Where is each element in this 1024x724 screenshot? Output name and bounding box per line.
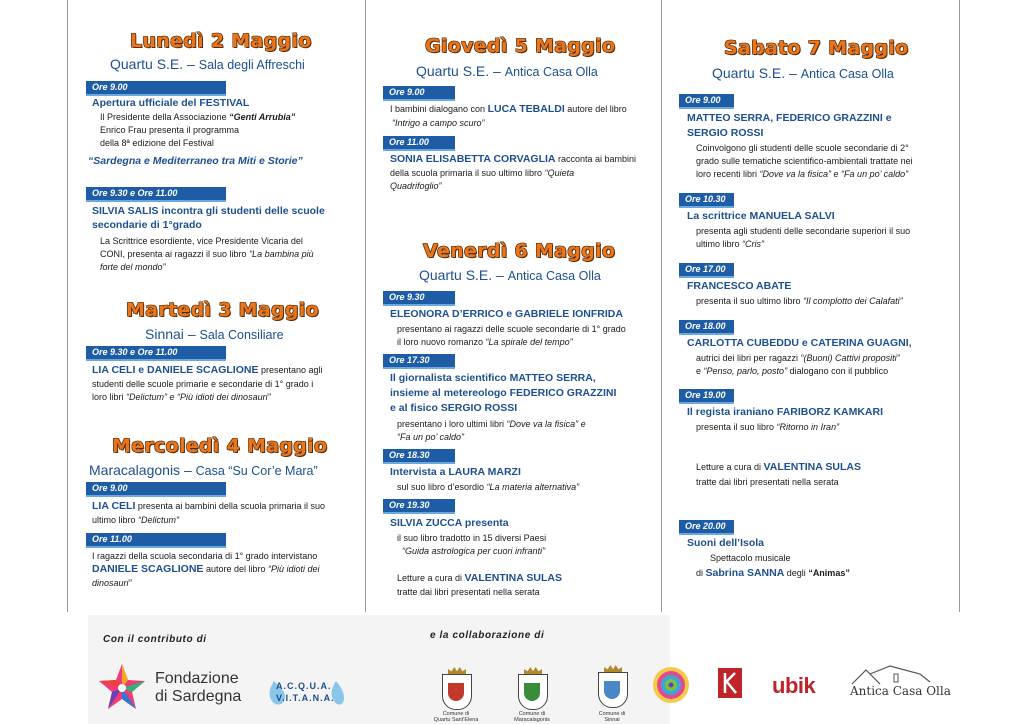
fondazione-name-2: di Sardegna [155,688,242,705]
venue-thursday [416,63,598,79]
event-heading: MATTEO SERRA, FEDERICO GRAZZINI e [687,112,892,124]
author-names: LIA CELI e DANIELE SCAGLIONE [92,364,259,376]
time-badge: Ore 10.30 [679,193,734,208]
text-span: presentano agli [258,365,323,375]
text-span: I bambini dialogano con [390,104,488,114]
event-heading: Suoni dell’Isola [687,537,765,549]
venue-dash: – [183,462,196,478]
event-heading: FRANCESCO ABATE [687,280,792,292]
event-text [397,336,573,348]
text-span: della scuola primaria il suo ultimo libro [390,168,545,178]
day-title-saturday: Sabato 7 Maggio [724,37,909,59]
text-italic: “Quieta [544,168,575,178]
text-italic: “Cris” [742,239,765,249]
event-text: I ragazzi della scuola secondaria di 1° grado intervistano [92,551,318,561]
time-badge: Ore 17.30 [383,354,455,369]
house-outline-icon [850,664,932,686]
text-span: dialogano con il pubblico [787,366,889,376]
caption-line: Quartu Sant'Elena [433,717,479,723]
venue-friday [419,267,601,283]
olla-name: Antica Casa Olla [850,684,951,698]
fondazione-sardegna-logo [96,662,148,714]
event-heading: insieme al metereologo FEDERICO GRAZZINI [390,387,617,399]
time-badge: Ore 20.00 [679,520,734,535]
caption-line: Comune di [598,711,626,717]
event-text: tratte dai libri presentati nella serata [397,587,540,597]
day-title-tuesday: Martedì 3 Maggio [126,299,319,321]
event-text: Spettacolo musicale [710,553,791,563]
venue-wednesday [89,462,318,478]
text-span: loro libri [92,392,127,402]
spiral-icon [652,666,690,704]
column-divider-2 [661,0,662,612]
event-heading: ELEONORA D’ERRICO e GABRIELE IONFRIDA [390,308,623,320]
time-badge: Ore 9.30 [383,291,455,306]
event-text: Coinvolgono gli studenti delle scuole secondarie di 2° [696,143,909,153]
venue-dash: – [187,56,199,72]
fondazione-name-1: Fondazione [155,670,239,687]
time-badge: Ore 9.30 e Ore 11.00 [86,346,226,361]
event-text [696,365,888,377]
event-text [92,500,325,512]
text-span: il loro nuovo romanzo [397,337,486,347]
venue-room: Antica Casa Olla [507,269,601,283]
event-heading: secondarie di 1°grado [92,219,202,231]
time-badge: Ore 9.00 [86,81,226,96]
time-badge: Ore 9.00 [86,482,226,497]
event-text [92,391,271,403]
event-heading: Il giornalista scientifico MATTEO SERRA, [390,372,596,384]
event-text: grado sulle tematiche scientifico-ambientali trattate nei [696,156,913,166]
event-heading: La scrittrice MANUELA SALVI [687,210,835,222]
crest-field [448,683,464,701]
event-text [696,421,839,433]
venue-saturday [712,65,894,81]
crest-shield-icon [442,674,472,710]
book-k-icon [718,668,742,698]
event-text [390,153,636,165]
caption-line: Comune di [518,711,546,717]
text-span: presenta il suo libro [696,422,777,432]
event-heading: Intervista a LAURA MARZI [390,466,521,478]
venue-place: Quartu S.E. [712,65,786,81]
event-text [92,364,323,376]
text-bold: “Animas” [808,568,850,578]
event-text [696,461,861,473]
venue-place: Quartu S.E. [419,267,493,283]
venue-place: Sinnai [145,326,184,342]
crown-icon [604,665,622,672]
quartu-crest [433,666,479,723]
event-text: “Intrigo a campo scuro” [392,118,485,128]
text-span: sul suo libro d’esordio [397,482,487,492]
event-text: Quadrifoglio” [390,181,442,191]
text-italic: “Penso, parlo, posto” [703,366,788,376]
venue-place: Quartu S.E. [416,63,490,79]
crown-icon [448,667,466,674]
event-heading: e al fisico SERGIO ROSSI [390,402,518,414]
text-span: degli [784,568,809,578]
text-italic: “Delictum” [138,515,180,525]
crest-field [604,681,620,699]
text-span: autrici dei libri per ragazzi [696,353,801,363]
text-span: Letture a cura di [696,462,764,472]
event-text [100,248,314,260]
text-italic: “Dove va la fisica” e [506,419,586,429]
text-span: presentano i loro ultimi libri [397,419,507,429]
text-span: Letture a cura di [397,573,465,583]
event-text: della 8ª edizione del Festival [100,138,214,148]
crest-shield-icon [598,672,628,708]
text-italic: “Ritorno in Iran” [776,422,840,432]
event-heading: Apertura ufficiale del FESTIVAL [92,97,250,109]
spiral-logo [652,666,690,704]
author-names: LUCA TEBALDI [487,103,565,115]
venue-dash: – [496,267,508,283]
star-logo-icon [96,662,148,714]
event-text [92,563,320,575]
column-divider-1 [365,0,366,612]
text-italic: “Più idioti dei [267,564,320,574]
day-title-monday: Lunedì 2 Maggio [130,30,312,52]
text-italic: “La bambina più [249,249,314,259]
text-span: CONI, presenta ai ragazzi il suo libro [100,249,250,259]
day-title-friday: Venerdì 6 Maggio [423,240,616,262]
event-text: presenta agli studenti delle secondarie superiori il suo [696,226,911,236]
venue-place: Quartu S.E. [110,56,184,72]
time-badge: Ore 11.00 [86,533,226,548]
event-text [696,238,764,250]
text-italic: “Delictum” e “Più idioti dei dinosauri” [126,392,271,402]
collaboration-caption: e la collaborazione di [430,630,545,641]
venue-place: Maracalagonis [89,462,181,478]
text-span: di [696,568,706,578]
caption-line: Maracalagonis [514,717,550,723]
maracalagonis-crest [512,666,552,722]
event-text [390,103,627,115]
author-names: DANIELE SCAGLIONE [92,563,204,575]
event-text [100,111,295,123]
crest-caption [502,711,562,723]
crest-shield-icon [518,674,548,710]
time-badge: Ore 9.00 [679,94,734,109]
event-heading: Il regista iraniano FARIBORZ KAMKARI [687,406,884,418]
time-badge: Ore 17.00 [679,263,734,278]
event-text: dinosauri” [92,578,132,588]
festival-theme-quote: “Sardegna e Mediterraneo tra Miti e Storie” [88,155,303,167]
text-span: ultimo libro [92,515,139,525]
baskerville-logo [718,668,742,698]
venue-tuesday [145,326,284,342]
text-italic: “(Buoni) Cattivi propositi” [800,353,900,363]
author-names: SONIA ELISABETTA CORVAGLIA [390,153,556,165]
text-span: racconta ai bambini [555,154,637,164]
venue-room: Antica Casa Olla [800,67,894,81]
text-span: Il Presidente della Associazione [100,112,230,122]
author-names: VALENTINA SULAS [763,461,861,473]
caption-line: Comune di [442,711,470,717]
text-span: ultimo libro [696,239,743,249]
day-title-thursday: Giovedì 5 Maggio [425,35,616,57]
text-italic: “Genti Arrubia” [229,112,296,122]
acqua-text: A.C.Q.U.A. [276,681,332,691]
text-italic: “Il complotto dei Calafati” [803,296,903,306]
event-text [696,295,903,307]
event-text [696,168,908,180]
time-badge: Ore 9.00 [383,86,455,101]
crest-caption [582,711,642,723]
venue-room: Sala degli Affreschi [198,58,305,72]
column-divider-right [959,0,960,612]
author-names: VALENTINA SULAS [464,572,562,584]
caption-line: Sinnai [604,717,620,723]
event-text: forte del mondo” [100,262,166,272]
event-text [696,567,850,579]
event-text [397,481,579,493]
crest-field [524,683,540,701]
time-badge: Ore 18.30 [383,449,455,464]
acqua-vitana-logo [266,677,344,711]
venue-monday [110,56,305,72]
text-span: presenta il suo ultimo libro [696,296,804,306]
text-span: presenta ai bambini della scuola primaria il suo [135,501,325,511]
vitana-text: V.I.T.A.N.A. [276,693,335,703]
antica-casa-olla-logo [850,664,951,704]
venue-dash: – [187,326,200,342]
venue-dash: – [789,65,801,81]
day-title-wednesday: Mercoledì 4 Maggio [112,435,328,457]
time-badge: Ore 19.30 [383,499,455,514]
event-text [92,514,179,526]
event-text: “Guida astrologica per cuori infranti” [402,546,546,556]
text-italic: “La spirale del tempo” [485,337,573,347]
event-text: il suo libro tradotto in 15 diversi Paesi [397,533,547,543]
event-text: La Scrittrice esordiente, vice Presidente Vicaria del [100,236,303,246]
event-text: studenti delle scuole primarie e secondarie di 1° grado i [92,379,314,389]
text-span: loro recenti libri [696,169,760,179]
event-text [397,572,562,584]
time-badge: Ore 11.00 [383,136,455,151]
text-italic: “Dove va la fisica” e “Fa un po’ caldo” [759,169,909,179]
contribution-caption: Con il contributo di [103,634,207,645]
event-heading: SILVIA ZUCCA presenta [390,517,509,529]
venue-room: Sala Consiliare [199,328,284,342]
event-heading: CARLOTTA CUBEDDU e CATERINA GUAGNI, [687,337,912,349]
event-text: presentano ai ragazzi delle scuole secondarie di 1° grado [397,324,626,334]
text-span: e [696,366,704,376]
event-text: “Fa un po’ caldo” [397,432,465,442]
author-names: LIA CELI [92,500,136,512]
crown-icon [524,667,542,674]
time-badge: Ore 18.00 [679,320,734,335]
event-heading: SERGIO ROSSI [687,127,764,139]
event-text: tratte dai libri presentati nella serata [696,477,839,487]
venue-room: Casa “Su Cor’e Mara” [195,464,318,478]
text-span: autore del libro [203,564,268,574]
event-text [390,167,574,179]
venue-room: Antica Casa Olla [504,65,598,79]
sinnai-crest [592,664,632,722]
text-italic: “La materia alternativa” [486,482,580,492]
time-badge: Ore 9.30 e Ore 11.00 [86,187,226,202]
ubik-logo: ubik [772,673,816,698]
event-heading: SILVIA SALIS incontra gli studenti delle scuole [92,205,325,217]
event-text [397,418,586,430]
author-names: Sabrina SANNA [705,567,785,579]
event-text: Enrico Frau presenta il programma [100,125,240,135]
venue-dash: – [493,63,505,79]
event-text [696,352,900,364]
text-span: autore del libro [564,104,627,114]
time-badge: Ore 19.00 [679,389,734,404]
column-divider-left [67,0,68,612]
crest-caption [426,711,486,723]
